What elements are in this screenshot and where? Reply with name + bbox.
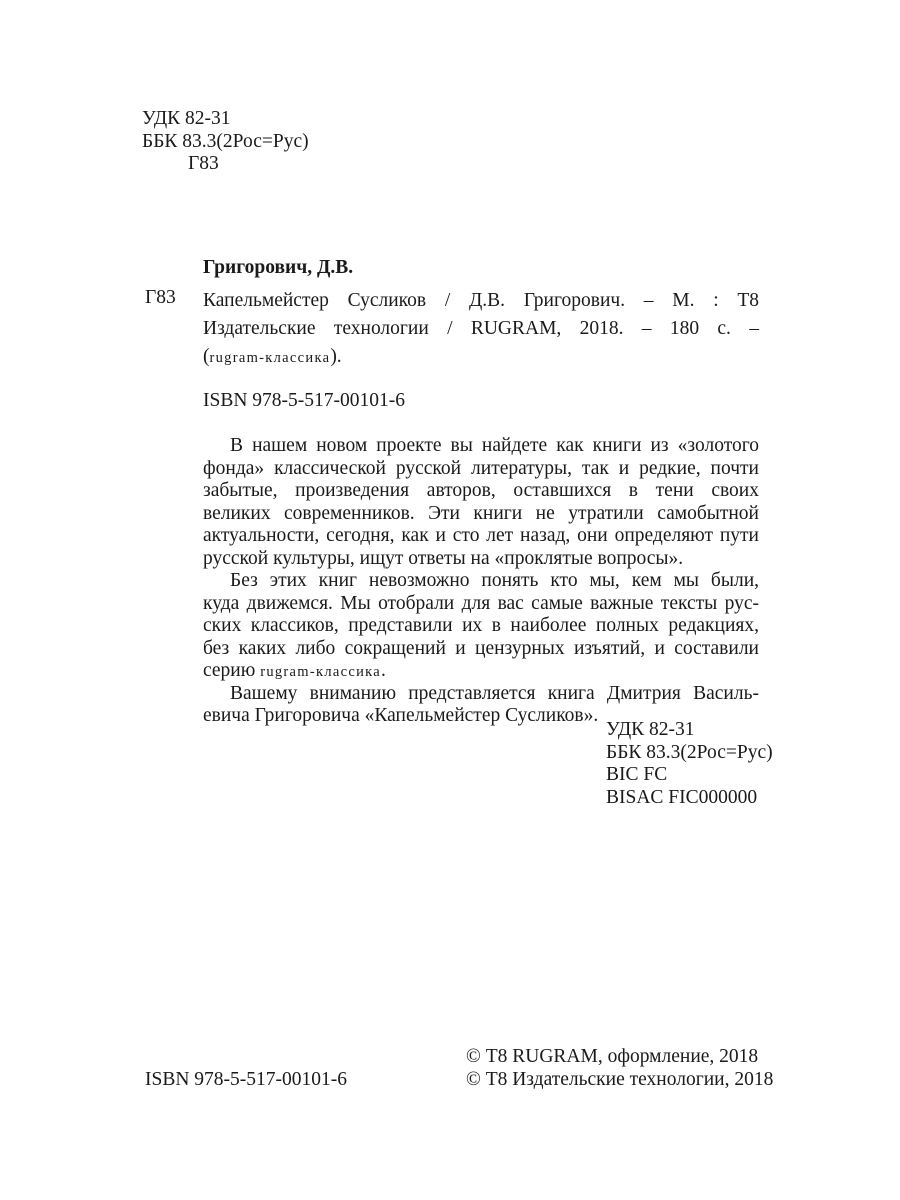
catalog-author-sign: Г83 [145,287,176,308]
annotation-line: забытые, произведения авторов, оставшихся в тени своих [203,480,759,501]
annotation-line: В нашем новом проекте вы найдете как книги из «золотого [230,435,759,456]
annotation-series-name: rugram-классика [260,664,381,680]
catalog-author: Григорович, Д.В. [203,257,354,278]
series-open: ( [203,346,210,367]
annotation-line: Без этих книг невозможно понять кто мы, кем мы были, [230,570,759,591]
udk-code: УДК 82-31 [142,108,231,129]
annotation-line: куда движемся. Мы отобрали для вас самые важные тексты рус- [203,592,759,614]
classification-block-right [606,719,773,809]
annotation-series-prefix: серию [203,660,261,681]
annotation-paragraph-1 [203,435,759,570]
copyright-line: © Т8 Издательские технологии, 2018 [466,1069,774,1090]
catalog-title-block [203,287,759,371]
bisac-code: BISAC FIC000000 [606,786,758,808]
annotation [203,435,759,728]
bic-code: BIC FC [606,764,668,785]
annotation-line: фонда» классической русской литературы, так и редкие, почти [203,457,759,479]
catalog-title-line: Издательские технологии / RUGRAM, 2018. – 180 с. – [203,318,759,339]
annotation-line: без каких либо сокращений и цензурных изъятий, и составили [203,637,759,659]
annotation-line: ских классиков, представили их в наиболее полных редакциях, [203,615,759,636]
annotation-line: великих современников. Эти книги не утратили самобытной [203,502,759,524]
udk-code: УДК 82-31 [606,719,695,740]
annotation-line: русской культуры, ищут ответы на «проклятые вопросы». [203,547,684,569]
annotation-line: евича Григоровича «Капельмейстер Сусликов». [203,705,599,726]
annotation-line: актуальности, сегодня, как и сто лет назад, они определяют пути [203,525,759,546]
annotation-series-suffix: . [381,660,386,681]
series-close: ). [330,346,342,367]
annotation-line: Вашему вниманию представляется книга Дмитрия Василь- [230,682,759,704]
author-sign: Г83 [188,153,219,174]
bbk-code: ББК 83.3(2Рос=Рус) [606,741,773,763]
catalog-title-line: Капельмейстер Сусликов / Д.В. Григорович. – М. : Т8 [203,290,759,311]
series-name: rugram-классика [209,350,331,366]
bbk-code: ББК 83.3(2Рос=Рус) [142,130,309,152]
isbn-main: ISBN 978-5-517-00101-6 [203,390,406,411]
annotation-paragraph-2 [203,570,759,683]
catalog-series-line [203,343,759,371]
isbn-bottom: ISBN 978-5-517-00101-6 [145,1069,348,1090]
copyright-line: © Т8 RUGRAM, оформление, 2018 [466,1046,759,1067]
annotation-line [203,660,759,683]
copyright-block [466,1046,773,1092]
classification-block-top [142,108,309,176]
